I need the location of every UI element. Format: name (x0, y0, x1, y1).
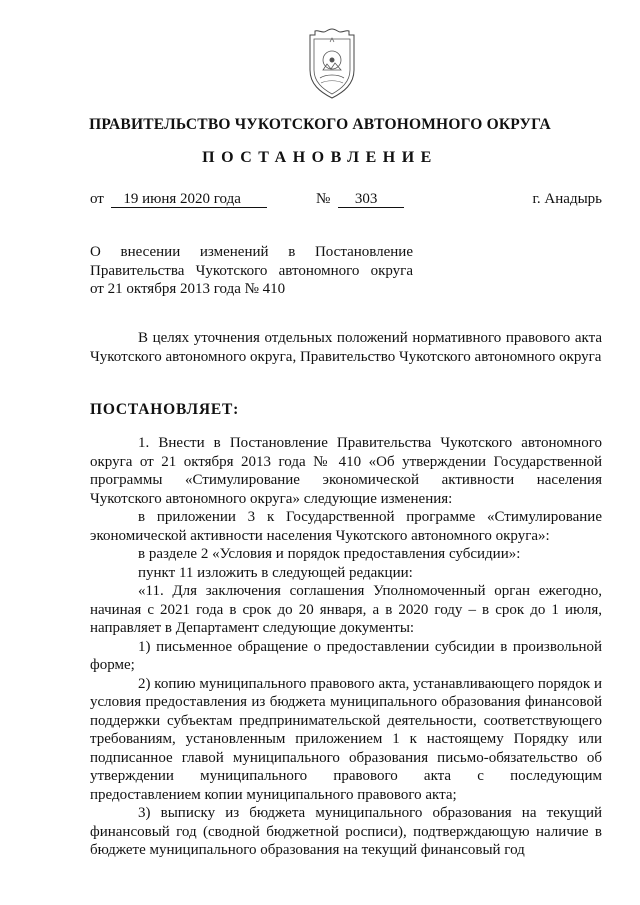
date-label: от (90, 191, 104, 207)
decree-date (90, 191, 267, 208)
decree-body (90, 434, 602, 860)
body-paragraph: 2) копию муниципального правового акта, устанавливающего порядок и условия предоставления из бюджета муниципального образования финансовой поддержки субъектам предпринимательской деятельности, соответствующего требованиям, установленным приложением 1 к настоящему Порядку или подписанное главой муниципального образования письмо-обязательство об утверждении муниципального правового акта с последующим предоставлением копии муниципального правового акта; (90, 675, 602, 803)
preamble-text: В целях уточнения отдельных положений нормативного правового акта Чукотского автономного округа, Правительство Чукотского автономного округа (90, 330, 602, 365)
subject-line: от 21 октября 2013 года № 410 (90, 281, 286, 297)
body-paragraph: «11. Для заключения соглашения Уполномоченный орган ежегодно, начиная с 2021 года в срок до 20 января, а в 2020 году – в срок до 1 июля, направляет в Департамент следующие документы: (90, 583, 602, 636)
decree-subject (90, 243, 413, 299)
number-label: № (316, 191, 331, 207)
subject-line: Правительства Чукотского автономного округа (90, 262, 413, 279)
body-paragraph: в разделе 2 «Условия и порядок предоставления субсидии»: (138, 546, 521, 562)
body-paragraph: 1) письменное обращение о предоставлении субсидии в произвольной форме; (90, 638, 602, 673)
resolves-heading: ПОСТАНОВЛЯЕТ: (90, 401, 240, 418)
date-value: 19 июня 2020 года (111, 192, 267, 208)
subject-line: О внесении изменений в Постановление (90, 244, 413, 260)
preamble (90, 329, 602, 366)
document-type-title: ПОСТАНОВЛЕНИЕ (202, 149, 438, 166)
government-title: ПРАВИТЕЛЬСТВО ЧУКОТСКОГО АВТОНОМНОГО ОКРУГА (89, 116, 551, 133)
body-paragraph: 1. Внести в Постановление Правительства Чукотского автономного округа от 21 октября 2013 года № 410 «Об утверждении Государственной программы «Стимулирование экономической активности населения Чукотского автономного округа» следующие изменения: (90, 435, 602, 507)
body-paragraph: в приложении 3 к Государственной программе «Стимулирование экономической активности населения Чукотского автономного округа»: (90, 509, 602, 544)
number-value: 303 (338, 192, 404, 208)
coat-of-arms-emblem (304, 26, 360, 102)
city: г. Анадырь (532, 191, 602, 207)
body-paragraph: пункт 11 изложить в следующей редакции: (138, 564, 413, 581)
body-paragraph: 3) выписку из бюджета муниципального образования на текущий финансовый год (сводной бюджетной росписи), подтверждающую наличие в бюджете муниципального образования на текущий финансовый год (90, 805, 602, 858)
decree-number (316, 191, 404, 208)
